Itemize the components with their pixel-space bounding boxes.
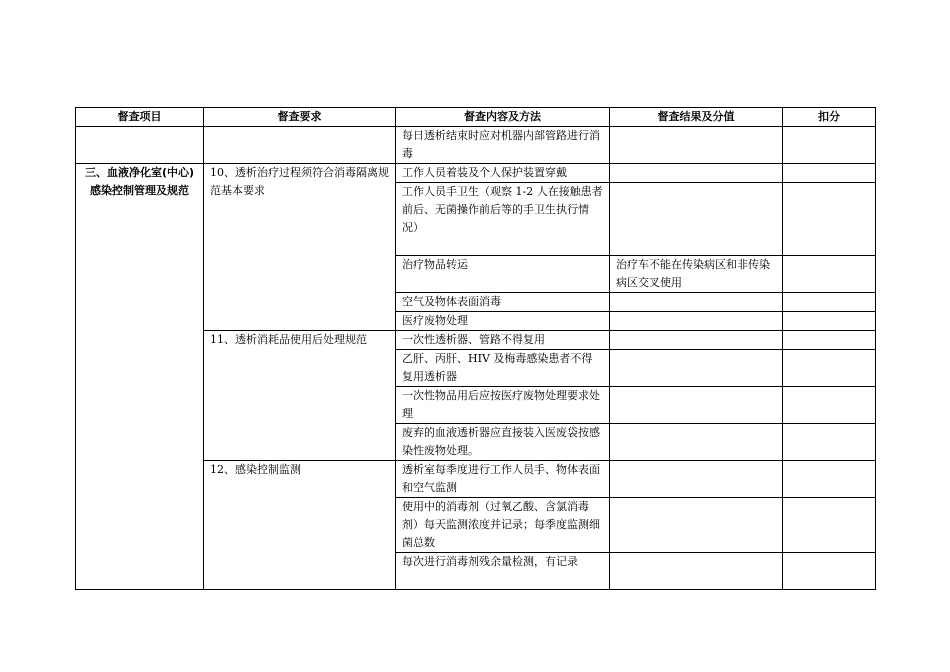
cell-empty <box>783 256 876 293</box>
cell-content: 废弃的血液透析器应直接装入医废袋按感染性废物处理。 <box>396 424 610 461</box>
cell-empty <box>610 387 783 424</box>
cell-content: 使用中的消毒剂（过氧乙酸、含氯消毒剂）每天监测浓度并记录；每季度监测细菌总数 <box>396 498 610 553</box>
section-title-line1: 三、血液净化室(中心) <box>84 166 195 179</box>
table-row <box>76 164 876 183</box>
cell-result: 治疗车不能在传染病区和非传染病区交叉使用 <box>610 256 783 293</box>
cell-empty <box>783 331 876 350</box>
cell-content: 空气及物体表面消毒 <box>396 293 610 312</box>
cell-content: 工作人员手卫生（观察 1-2 人在接触患者前后、无菌操作前后等的手卫生执行情况） <box>396 183 610 256</box>
cell-empty <box>610 293 783 312</box>
cell-content: 乙肝、丙肝、HIV 及梅毒感染患者不得复用透析器 <box>396 350 610 387</box>
cell-empty <box>204 127 396 164</box>
cell-empty <box>76 127 204 164</box>
cell-empty <box>783 183 876 256</box>
header-requirement: 督查要求 <box>204 108 396 127</box>
inspection-table <box>75 107 876 590</box>
cell-empty <box>610 331 783 350</box>
cell-empty <box>610 164 783 183</box>
cell-empty <box>610 127 783 164</box>
header-deduct: 扣分 <box>783 108 876 127</box>
header-result: 督查结果及分值 <box>610 108 783 127</box>
header-content: 督查内容及方法 <box>396 108 610 127</box>
cell-content: 一次性物品用后应按医疗废物处理要求处理 <box>396 387 610 424</box>
cell-empty <box>610 312 783 331</box>
cell-empty <box>610 424 783 461</box>
cell-content: 治疗物品转运 <box>396 256 610 293</box>
table-row <box>76 127 876 164</box>
cell-content: 一次性透析器、管路不得复用 <box>396 331 610 350</box>
cell-empty <box>783 498 876 553</box>
requirement-12: 12、感染控制监测 <box>204 461 396 590</box>
cell-empty <box>783 312 876 331</box>
header-item: 督查项目 <box>76 108 204 127</box>
cell-empty <box>783 387 876 424</box>
cell-empty <box>783 553 876 590</box>
cell-content: 透析室每季度进行工作人员手、物体表面和空气监测 <box>396 461 610 498</box>
cell-empty <box>610 461 783 498</box>
cell-empty <box>610 553 783 590</box>
section-title-line2: 感染控制管理及规范 <box>90 184 189 197</box>
requirement-10: 10、透析治疗过程须符合消毒隔离规范基本要求 <box>204 164 396 331</box>
cell-empty <box>783 461 876 498</box>
cell-content: 每次进行消毒剂残余量检测，有记录 <box>396 553 610 590</box>
cell-empty <box>783 424 876 461</box>
cell-empty <box>610 183 783 256</box>
requirement-11: 11、透析消耗品使用后处理规范 <box>204 331 396 461</box>
cell-content: 每日透析结束时应对机器内部管路进行消毒 <box>396 127 610 164</box>
cell-content: 医疗废物处理 <box>396 312 610 331</box>
cell-empty <box>610 350 783 387</box>
cell-empty <box>783 293 876 312</box>
cell-empty <box>783 127 876 164</box>
section-title-cell <box>76 164 204 590</box>
cell-content: 工作人员着装及个人保护装置穿戴 <box>396 164 610 183</box>
cell-empty <box>783 164 876 183</box>
cell-empty <box>610 498 783 553</box>
cell-empty <box>783 350 876 387</box>
table-header-row <box>76 108 876 127</box>
